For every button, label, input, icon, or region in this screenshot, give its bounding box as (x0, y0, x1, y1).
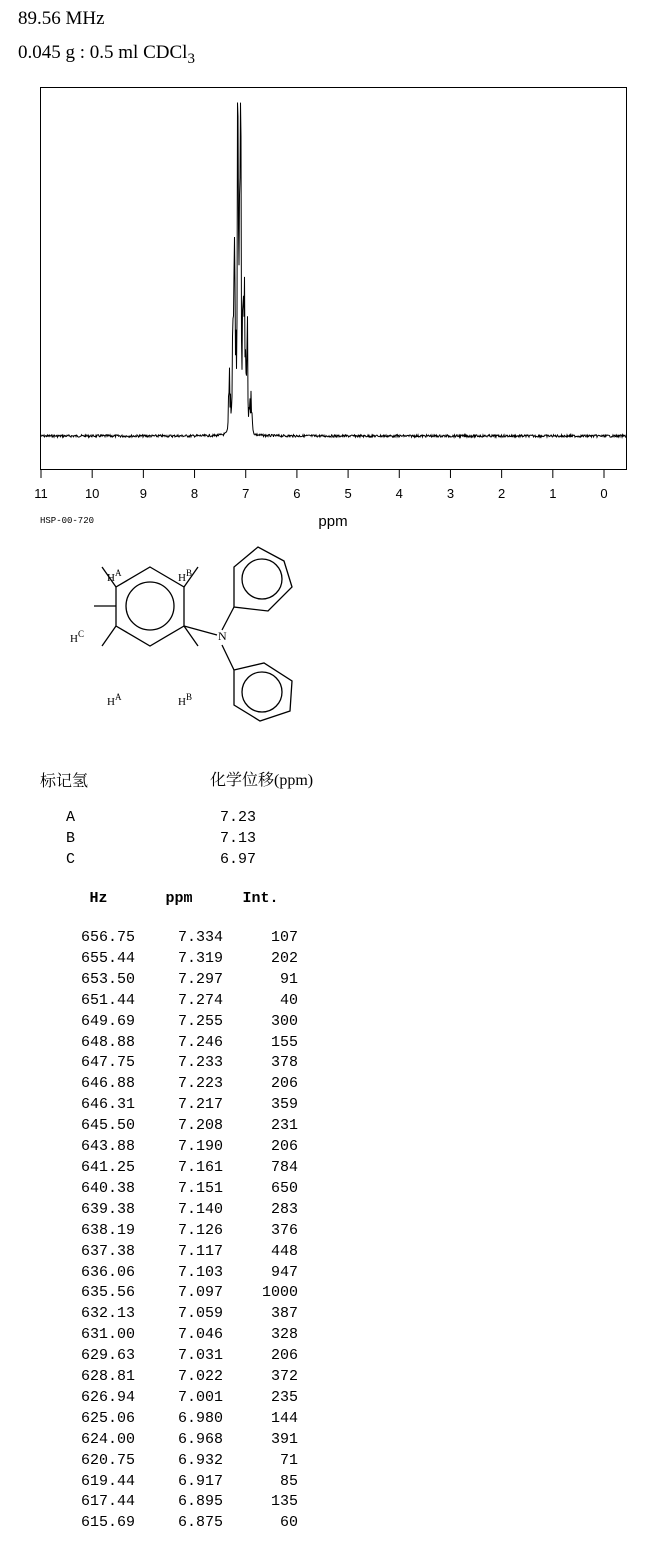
sample-concentration (18, 42, 195, 68)
cell-hz: 649.69 (80, 1012, 135, 1030)
cell-hz: 647.75 (80, 1054, 135, 1072)
cell-ppm: 6.980 (177, 1409, 223, 1427)
cell-hz: 643.88 (80, 1138, 135, 1156)
hb-bottom-label (178, 692, 192, 708)
cell-hz: 617.44 (80, 1493, 135, 1511)
cell-ppm: 7.126 (177, 1221, 223, 1239)
table-row (62, 1053, 298, 1074)
cell-hz: 641.25 (80, 1158, 135, 1176)
cell-int: 1000 (261, 1284, 298, 1302)
cell-hz: 631.00 (80, 1326, 135, 1344)
cell-hz: 628.81 (80, 1368, 135, 1386)
molecular-structure (60, 535, 320, 755)
column-header-ppm: ppm (165, 890, 193, 907)
cell-ppm: 7.001 (177, 1388, 223, 1406)
table-row (62, 928, 298, 949)
cell-hz: 653.50 (80, 970, 135, 988)
cell-ppm: 6.875 (177, 1514, 223, 1532)
hb-bottom-sup: B (185, 692, 192, 702)
cell-hz: 626.94 (80, 1388, 135, 1406)
cell-int: 206 (270, 1075, 298, 1093)
cell-hz: 639.38 (80, 1200, 135, 1218)
cell-int: 359 (270, 1096, 298, 1114)
cell-ppm: 7.059 (177, 1305, 223, 1323)
hb-top-sup: B (185, 568, 192, 578)
cell-ppm: 6.895 (177, 1493, 223, 1511)
cell-hz: 619.44 (80, 1472, 135, 1490)
cell-ppm: 7.233 (177, 1054, 223, 1072)
cell-ppm: 7.190 (177, 1138, 223, 1156)
cell-ppm: 7.246 (177, 1033, 223, 1051)
hb-bottom-h: H (178, 696, 186, 708)
cell-hz: 645.50 (80, 1117, 135, 1135)
cell-int: 283 (270, 1200, 298, 1218)
assignment-shift-a: 7.23 (220, 809, 257, 826)
cell-ppm: 6.932 (177, 1451, 223, 1469)
cell-hz: 638.19 (80, 1221, 135, 1239)
column-header-int: Int. (242, 890, 279, 907)
x-tick-label: 7 (242, 486, 250, 501)
table-row (62, 1116, 298, 1137)
cell-ppm: 7.022 (177, 1368, 223, 1386)
table-row (62, 1283, 298, 1304)
peak-table (62, 890, 298, 1534)
cell-hz: 640.38 (80, 1179, 135, 1197)
table-row (62, 1221, 298, 1242)
hb-top-h: H (178, 572, 186, 584)
cell-int: 947 (270, 1263, 298, 1281)
cell-int: 378 (270, 1054, 298, 1072)
x-tick-label: 8 (190, 486, 199, 501)
cell-int: 202 (270, 949, 298, 967)
ha-top-label (107, 568, 122, 584)
sample-concentration-text: 0.045 g : 0.5 ml CDCl (18, 42, 188, 63)
x-tick-label: 2 (498, 486, 506, 501)
assignment-header-shift: 化学位移(ppm) (210, 772, 314, 789)
hb-top-label (178, 568, 192, 584)
cell-int: 144 (270, 1409, 298, 1427)
cell-int: 40 (279, 991, 298, 1009)
cell-int: 60 (279, 1514, 298, 1532)
cell-int: 206 (270, 1138, 298, 1156)
top-phenyl-ring (234, 547, 292, 611)
nitrogen-label: N (218, 629, 227, 643)
ha-top-h: H (107, 572, 115, 584)
cell-int: 448 (270, 1242, 298, 1260)
ha-bottom-label (107, 692, 122, 708)
cell-hz: 620.75 (80, 1451, 135, 1469)
cell-int: 650 (270, 1179, 298, 1197)
cell-ppm: 7.097 (177, 1284, 223, 1302)
table-row (62, 970, 298, 991)
cell-hz: 656.75 (80, 929, 135, 946)
table-row (62, 1492, 298, 1513)
cell-int: 784 (270, 1158, 298, 1176)
hc-sup: C (77, 629, 84, 639)
cell-ppm: 7.208 (177, 1117, 223, 1135)
table-row (62, 1513, 298, 1534)
cell-ppm: 7.151 (177, 1179, 223, 1197)
cell-ppm: 7.274 (177, 991, 223, 1009)
cell-ppm: 7.117 (177, 1242, 223, 1260)
plot-frame (41, 88, 627, 470)
bottom-phenyl-aromatic-circle (242, 672, 282, 712)
assignment-label-c: C (66, 851, 76, 868)
table-row (62, 1367, 298, 1388)
table-row (62, 1472, 298, 1493)
cell-int: 231 (270, 1117, 298, 1135)
table-row (62, 949, 298, 970)
sample-concentration-subscript: 3 (187, 50, 195, 67)
x-tick-label: 10 (84, 486, 100, 501)
table-row (62, 1033, 298, 1054)
cell-hz: 615.69 (80, 1514, 135, 1532)
ha-bottom-h: H (107, 696, 115, 708)
cell-int: 206 (270, 1347, 298, 1365)
assignment-label-b: B (66, 830, 76, 847)
bond-n-phenyl-bottom (222, 645, 234, 670)
assignment-shift-b: 7.13 (220, 830, 257, 847)
cell-ppm: 7.140 (177, 1200, 223, 1218)
cell-hz: 646.88 (80, 1075, 135, 1093)
cell-int: 71 (279, 1451, 298, 1469)
cell-int: 85 (279, 1472, 298, 1490)
cell-ppm: 7.046 (177, 1326, 223, 1344)
cell-hz: 636.06 (80, 1263, 135, 1281)
assignment-header-label: 标记氢 (40, 773, 89, 790)
cell-ppm: 7.297 (177, 970, 223, 988)
table-row (62, 1200, 298, 1221)
bond-n-phenyl-top (222, 607, 234, 630)
cell-hz: 632.13 (80, 1305, 135, 1323)
table-row (62, 1263, 298, 1284)
cell-int: 107 (270, 929, 298, 946)
cell-hz: 651.44 (80, 991, 135, 1009)
table-row (62, 1137, 298, 1158)
x-tick-label: 1 (549, 486, 557, 501)
peak-table-header (62, 890, 298, 928)
assignment-shift-c: 6.97 (220, 851, 257, 868)
assignment-label-a: A (66, 809, 76, 826)
cell-ppm: 7.334 (177, 929, 223, 946)
cell-ppm: 6.917 (177, 1472, 223, 1490)
cell-ppm: 7.031 (177, 1347, 223, 1365)
cell-ppm: 7.319 (177, 949, 223, 967)
table-row (62, 1095, 298, 1116)
x-tick-label: 9 (139, 486, 147, 501)
cell-ppm: 6.968 (177, 1430, 223, 1448)
central-ring-aromatic-circle (126, 582, 174, 630)
ha-top-sup: A (114, 568, 122, 578)
hc-label (70, 629, 84, 645)
x-tick-label: 5 (344, 486, 352, 501)
table-row (62, 1179, 298, 1200)
spectrum-code: HSP-00-720 (40, 516, 95, 526)
cell-ppm: 7.161 (177, 1158, 223, 1176)
cell-hz: 646.31 (80, 1096, 135, 1114)
hc-h: H (70, 633, 78, 645)
bond-ha-bottom (102, 626, 116, 646)
table-row (62, 1158, 298, 1179)
cell-int: 391 (270, 1430, 298, 1448)
cell-hz: 635.56 (80, 1284, 135, 1302)
column-header-hz: Hz (89, 890, 108, 907)
table-row (62, 1074, 298, 1095)
cell-ppm: 7.255 (177, 1012, 223, 1030)
nmr-spectrum-chart (0, 80, 652, 530)
table-row (62, 1242, 298, 1263)
cell-int: 235 (270, 1388, 298, 1406)
table-row (62, 1304, 298, 1325)
x-axis-label: ppm (318, 513, 348, 530)
cell-hz: 655.44 (80, 949, 135, 967)
table-row (62, 1430, 298, 1451)
table-row (62, 1346, 298, 1367)
table-row (62, 991, 298, 1012)
cell-hz: 624.00 (80, 1430, 135, 1448)
cell-int: 376 (270, 1221, 298, 1239)
top-phenyl-aromatic-circle (242, 559, 282, 599)
cell-ppm: 7.223 (177, 1075, 223, 1093)
x-tick-label: 0 (600, 486, 608, 501)
cell-hz: 637.38 (80, 1242, 135, 1260)
cell-hz: 625.06 (80, 1409, 135, 1427)
cell-hz: 648.88 (80, 1033, 135, 1051)
x-axis-tick-labels (34, 486, 607, 501)
cell-int: 300 (270, 1012, 298, 1030)
x-tick-label: 11 (34, 486, 48, 501)
x-axis-ticks (41, 470, 604, 478)
cell-int: 135 (270, 1493, 298, 1511)
x-tick-label: 6 (293, 486, 301, 501)
cell-ppm: 7.103 (177, 1263, 223, 1281)
table-row (62, 1012, 298, 1033)
cell-ppm: 7.217 (177, 1096, 223, 1114)
table-row (62, 1409, 298, 1430)
spectrum-trace (41, 103, 626, 438)
cell-int: 328 (270, 1326, 298, 1344)
cell-int: 91 (279, 970, 298, 988)
ha-bottom-sup: A (114, 692, 122, 702)
cell-int: 372 (270, 1368, 298, 1386)
spectrometer-frequency: 89.56 MHz (18, 8, 105, 29)
x-tick-label: 3 (446, 486, 455, 501)
cell-int: 387 (270, 1305, 298, 1323)
cell-hz: 629.63 (80, 1347, 135, 1365)
table-row (62, 1451, 298, 1472)
cell-int: 155 (270, 1033, 298, 1051)
x-tick-label: 4 (395, 486, 403, 501)
table-row (62, 1388, 298, 1409)
table-row (62, 1325, 298, 1346)
